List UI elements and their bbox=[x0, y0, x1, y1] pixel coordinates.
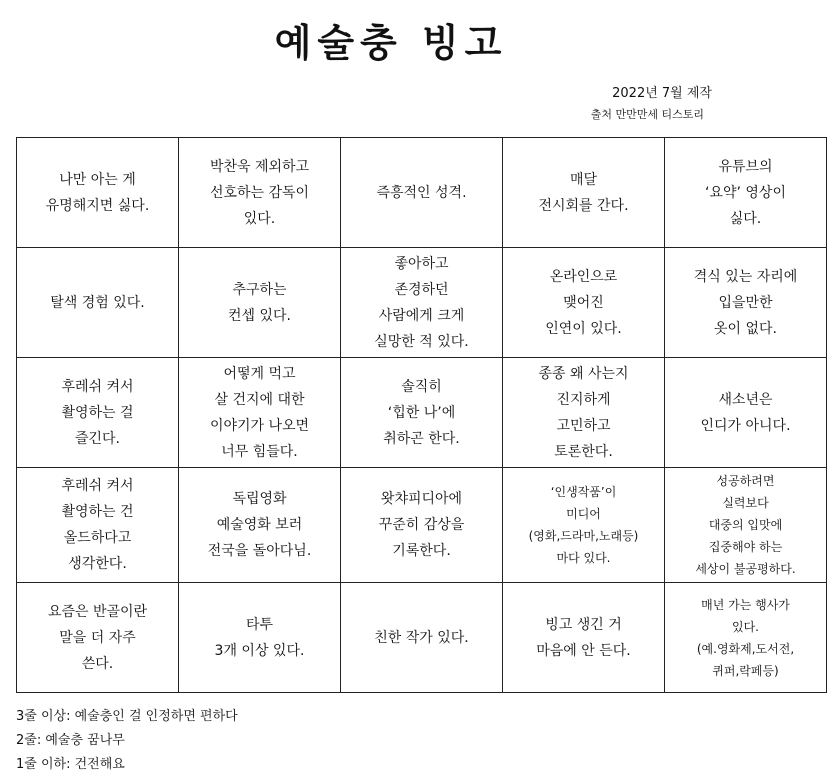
bingo-cell[interactable]: 종종 왜 사는지 진지하게 고민하고 토론한다. bbox=[503, 358, 665, 468]
bingo-cell[interactable]: 타투 3개 이상 있다. bbox=[179, 583, 341, 693]
bingo-cell[interactable]: 왓챠피디아에 꾸준히 감상을 기록한다. bbox=[341, 468, 503, 583]
bingo-cell[interactable]: 후레쉬 켜서 촬영하는 걸 즐긴다. bbox=[17, 358, 179, 468]
bingo-row bbox=[17, 138, 827, 248]
score-legend-line: 2줄: 예술충 꿈나무 bbox=[16, 733, 125, 748]
score-legend-line: 1줄 이하: 건전해요 bbox=[16, 757, 125, 772]
bingo-cell[interactable]: 즉흥적인 성격. bbox=[341, 138, 503, 248]
page-title: 예술충 빙고 bbox=[274, 21, 508, 65]
bingo-cell[interactable]: 탈색 경험 있다. bbox=[17, 248, 179, 358]
bingo-cell[interactable]: 박찬욱 제외하고 선호하는 감독이 있다. bbox=[179, 138, 341, 248]
bingo-grid bbox=[16, 137, 827, 693]
bingo-cell[interactable]: 친한 작가 있다. bbox=[341, 583, 503, 693]
bingo-cell[interactable]: 성공하려면 실력보다 대중의 입맛에 집중해야 하는 세상이 불공평하다. bbox=[665, 468, 827, 583]
bingo-cell[interactable]: 어떻게 먹고 살 건지에 대한 이야기가 나오면 너무 힘들다. bbox=[179, 358, 341, 468]
bingo-cell[interactable]: 온라인으로 맺어진 인연이 있다. bbox=[503, 248, 665, 358]
bingo-row bbox=[17, 583, 827, 693]
bingo-cell[interactable]: 빙고 생긴 거 마음에 안 든다. bbox=[503, 583, 665, 693]
bingo-cell[interactable]: 독립영화 예술영화 보러 전국을 돌아다님. bbox=[179, 468, 341, 583]
bingo-row bbox=[17, 248, 827, 358]
bingo-cell[interactable]: 요즘은 반골이란 말을 더 자주 쓴다. bbox=[17, 583, 179, 693]
bingo-cell[interactable]: 나만 아는 게 유명해지면 싫다. bbox=[17, 138, 179, 248]
bingo-cell[interactable]: 매달 전시회를 간다. bbox=[503, 138, 665, 248]
bingo-cell[interactable]: 추구하는 컨셉 있다. bbox=[179, 248, 341, 358]
score-legend-line: 3줄 이상: 예술충인 걸 인정하면 편하다 bbox=[16, 709, 238, 724]
bingo-cell[interactable]: 새소년은 인디가 아니다. bbox=[665, 358, 827, 468]
bingo-cell[interactable]: 후레쉬 켜서 촬영하는 건 올드하다고 생각한다. bbox=[17, 468, 179, 583]
bingo-row bbox=[17, 468, 827, 583]
source-credit: 출처 만만만세 티스토리 bbox=[590, 108, 704, 121]
bingo-cell[interactable]: 유튜브의 ‘요약’ 영상이 싫다. bbox=[665, 138, 827, 248]
bingo-row bbox=[17, 358, 827, 468]
score-legend bbox=[16, 705, 238, 777]
bingo-cell[interactable]: 솔직히 ‘힙한 나’에 취하곤 한다. bbox=[341, 358, 503, 468]
bingo-cell[interactable]: 좋아하고 존경하던 사람에게 크게 실망한 적 있다. bbox=[341, 248, 503, 358]
creation-date: 2022년 7월 제작 bbox=[612, 86, 712, 101]
bingo-cell[interactable]: 격식 있는 자리에 입을만한 옷이 없다. bbox=[665, 248, 827, 358]
bingo-cell[interactable]: 매년 가는 행사가 있다. (예.영화제,도서전, 퀴퍼,락페등) bbox=[665, 583, 827, 693]
bingo-cell[interactable]: ‘인생작품’이 미디어 (영화,드라마,노래등) 마다 있다. bbox=[503, 468, 665, 583]
